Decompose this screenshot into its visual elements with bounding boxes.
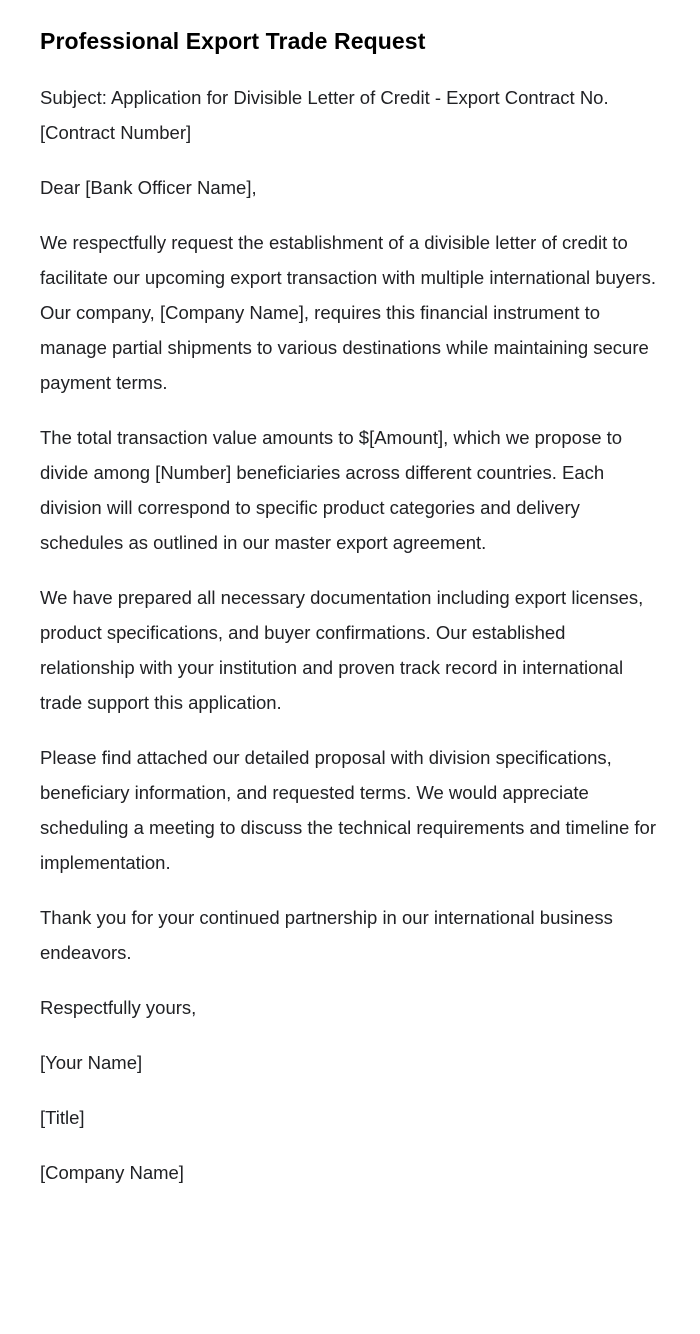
body-paragraph-4: Please find attached our detailed proposal with division specifications, beneficiary information, and requested terms. We would appreciate scheduling a meeting to discuss the technical requirements and timeline for implementation. [40,747,656,873]
salutation: Dear [Bank Officer Name], [40,177,257,198]
body-paragraph-2: The total transaction value amounts to $[Amount], which we propose to divide among [Number] beneficiaries across different countries. Each division will correspond to specific product categories and delivery schedules as outlined in our master export agreement. [40,427,623,553]
signature-name-placeholder: [Your Name] [40,1052,143,1073]
signoff: Respectfully yours, [40,997,197,1018]
closing-thanks: Thank you for your continued partnership in our international business endeavors. [40,907,613,963]
subject-line: Subject: Application for Divisible Letter of Credit - Export Contract No. [Contract Number] [40,87,609,143]
body-paragraph-3: We have prepared all necessary documentation including export licenses, product specifications, and buyer confirmations. Our established relationship with your institution and proven track record in international trade support this application. [40,587,644,713]
signature-company-placeholder: [Company Name] [40,1162,184,1183]
signature-title-placeholder: [Title] [40,1107,85,1128]
body-paragraph-1: We respectfully request the establishment of a divisible letter of credit to facilitate our upcoming export transaction with multiple international buyers. Our company, [Company Name], requires this financial instrument to manage partial shipments to various destinations while maintaining secure payment terms. [40,232,656,393]
document-title: Professional Export Trade Request [40,28,426,54]
